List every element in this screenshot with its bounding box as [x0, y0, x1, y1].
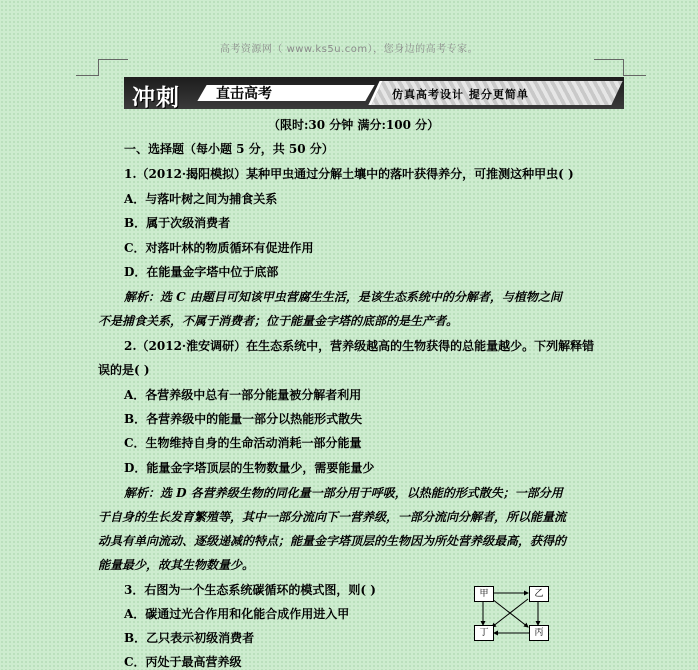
question-3-option-c: C．丙处于最高营养级 — [124, 655, 242, 669]
banner-subtitle: 直击高考 — [216, 86, 272, 102]
diagram-node-bing: 丙 — [529, 625, 549, 641]
question-2-option-d: D．能量金字塔顶层的生物数量少，需要能量少 — [124, 461, 375, 475]
question-3-stem: 3．右图为一个生态系统碳循环的模式图，则( ) — [124, 583, 376, 597]
question-1-option-c: C．对落叶林的物质循环有促进作用 — [124, 241, 314, 255]
banner — [124, 77, 624, 109]
question-3-option-b: B．乙只表示初级消费者 — [124, 631, 255, 645]
question-2-option-a: A．各营养级中总有一部分能量被分解者利用 — [124, 388, 362, 402]
question-1-explanation-line: 不是捕食关系，不属于消费者；位于能量金字塔的底部的是生产者。 — [98, 314, 459, 328]
frame-right-tick — [623, 75, 646, 76]
carbon-cycle-diagram — [472, 583, 550, 643]
section-title: 一、选择题（每小题 5 分，共 50 分） — [124, 142, 334, 156]
question-1-stem: 1.（2012·揭阳模拟）某种甲虫通过分解土壤中的落叶获得养分，可推测这种甲虫( ) — [124, 167, 574, 181]
question-2-explanation-line: 解析：选 D 各营养级生物的同化量一部分用于呼吸，以热能的形式散失；一部分用 — [124, 486, 563, 500]
banner-tagline: 仿真高考设计 提分更简单 — [392, 88, 529, 101]
site-header: 高考资源网（ www.ks5u.com），您身边的高考专家。 — [219, 44, 479, 55]
question-1-option-a: A．与落叶树之间为捕食关系 — [124, 192, 278, 206]
diagram-node-jia: 甲 — [474, 586, 494, 602]
question-2-explanation-line: 于自身的生长发育繁殖等，其中一部分流向下一营养级，一部分流向分解者，所以能量流 — [98, 510, 567, 524]
question-2-option-b: B．各营养级中的能量一部分以热能形式散失 — [124, 412, 363, 426]
question-2-stem-line: 误的是( ) — [98, 363, 150, 377]
banner-title: 冲刺 — [132, 84, 180, 109]
frame-left-edge — [98, 59, 99, 75]
question-1-option-b: B．属于次级消费者 — [124, 216, 231, 230]
question-2-explanation-line: 能量最少，故其生物数量少。 — [98, 558, 255, 572]
frame-left-tick — [76, 75, 99, 76]
question-2-option-c: C．生物维持自身的生命活动消耗一部分能量 — [124, 436, 362, 450]
exam-meta: （限时:30 分钟 满分:100 分） — [268, 118, 440, 132]
frame-right-edge — [623, 59, 624, 75]
question-3-option-a: A．碳通过光合作用和化能合成作用进入甲 — [124, 607, 350, 621]
question-2-stem-line: 2.（2012·淮安调研）在生态系统中，营养级越高的生物获得的总能量越少。下列解释错 — [124, 339, 595, 353]
question-2-explanation-line: 动具有单向流动、逐级递减的特点；能量金字塔顶层的生物因为所处营养级最高，获得的 — [98, 534, 567, 548]
diagram-node-yi: 乙 — [529, 586, 549, 602]
question-1-explanation-line: 解析：选 C 由题目可知该甲虫营腐生生活，是该生态系统中的分解者，与植物之间 — [124, 290, 562, 304]
question-1-option-d: D．在能量金字塔中位于底部 — [124, 265, 279, 279]
diagram-node-ding: 丁 — [474, 625, 494, 641]
frame-top-left — [98, 59, 128, 60]
frame-top-right — [594, 59, 624, 60]
